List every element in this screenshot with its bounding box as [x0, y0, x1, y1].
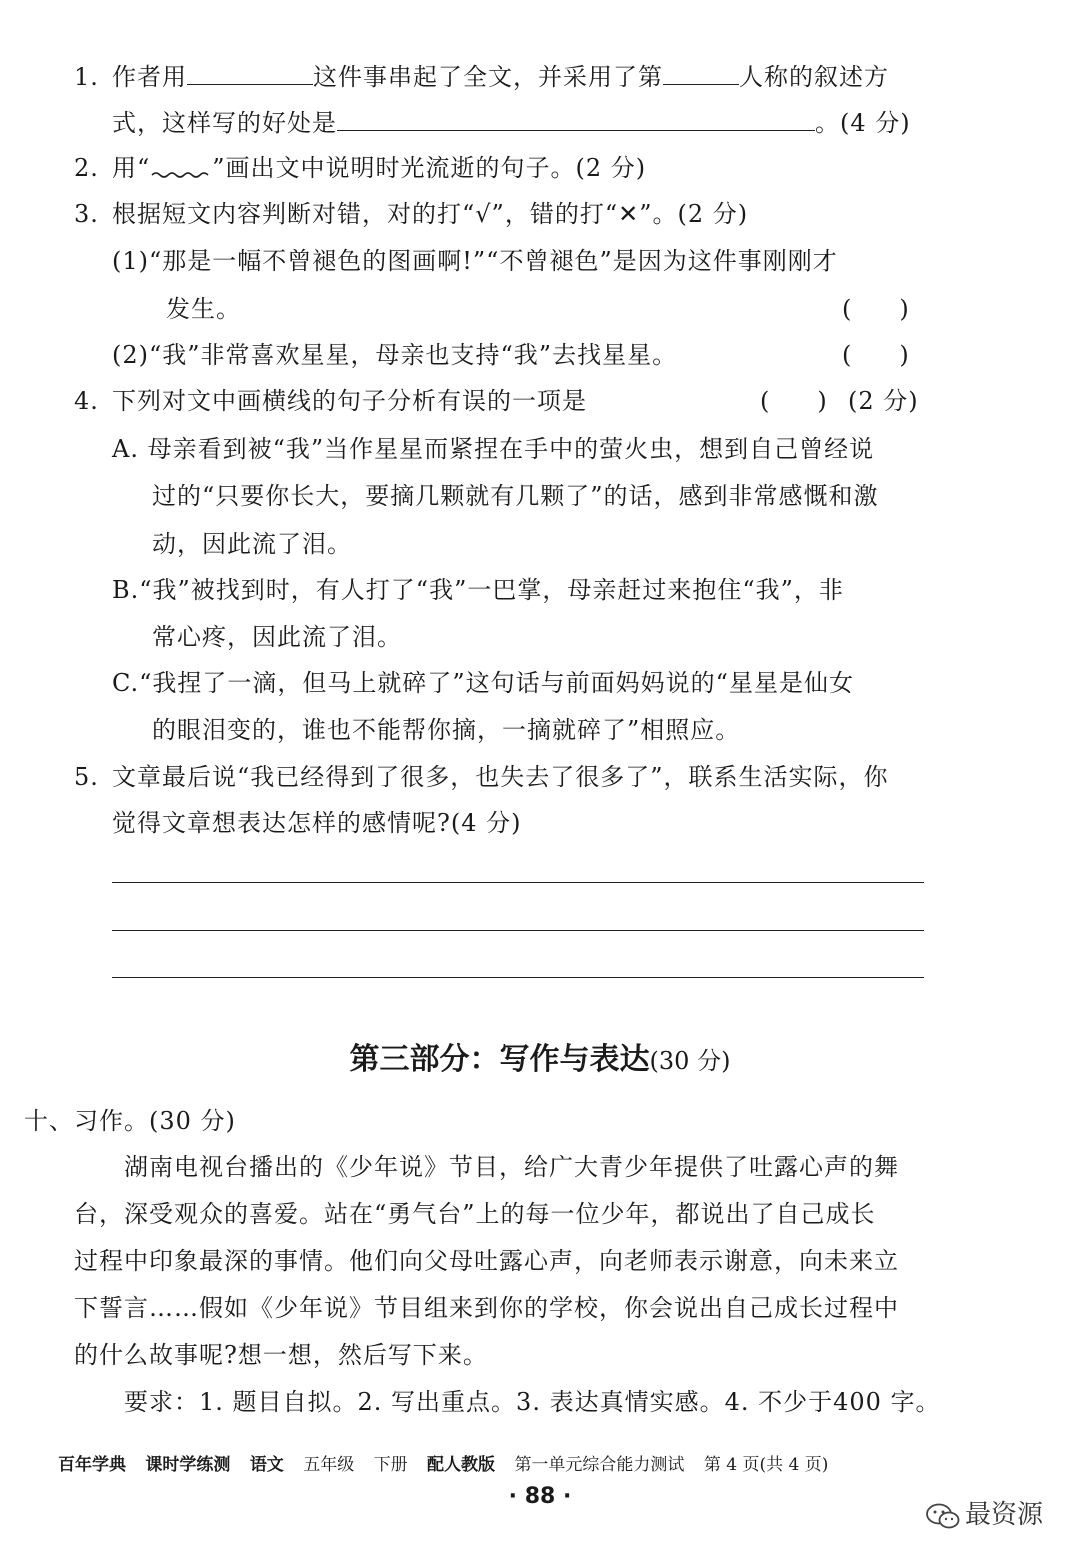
q10-para-line4: 下誓言……假如《少年说》节目组来到你的学校，你会说出自己成长过程中 [74, 1294, 899, 1322]
q3-sub1-answer-box[interactable]: ( ) [842, 295, 909, 323]
q5-line1 [74, 760, 889, 794]
q4-answer-box[interactable]: ( ) [760, 387, 827, 415]
footer-page-info: 第 4 页(共 4 页) [703, 1455, 829, 1475]
q3-sub2-line: (2)“我”非常喜欢星星，母亲也支持“我”去找星星。 [112, 341, 678, 369]
footer-test-name: 第一单元综合能力测试 [514, 1455, 685, 1475]
q3-sub2-answer-box[interactable]: ( ) [842, 341, 909, 369]
q3-sub1-line1: (1)“那是一幅不曾褪色的图画啊!”“不曾褪色”是因为这件事刚刚才 [112, 247, 838, 275]
footer-term: 下册 [373, 1455, 408, 1475]
q2-line [74, 150, 646, 185]
q4-option-c-line1: C.“我捏了一滴，但马上就碎了”这句话与前面妈妈说的“星星是仙女 [112, 669, 854, 697]
q5-number: 5. [74, 763, 99, 791]
q3-stem-text: 根据短文内容判断对错，对的打“√”，错的打“✕”。(2 分) [112, 200, 749, 228]
section-points: (30 分) [649, 1047, 731, 1075]
q5-text-a: 文章最后说“我已经得到了很多，也失去了很多了”，联系生活实际，你 [112, 763, 889, 791]
q2-text-b: ”画出文中说明时光流逝的句子。(2 分) [212, 154, 647, 182]
footer-brand: 百年学典 [58, 1455, 126, 1475]
q1-blank-person[interactable] [663, 58, 739, 85]
q4-option-a-line3: 动，因此流了泪。 [152, 530, 352, 558]
q1-blank-benefit[interactable] [337, 104, 815, 131]
q5-answer-line-1[interactable] [112, 882, 924, 883]
wavy-underline-icon [150, 150, 212, 176]
q3-number: 3. [74, 200, 99, 228]
q1-line2 [112, 104, 911, 140]
q4-option-b-line1: B.“我”被找到时，有人打了“我”一巴掌，母亲赶过来抱住“我”，非 [112, 576, 844, 604]
q10-heading: 十、习作。(30 分) [24, 1107, 236, 1135]
q10-para-line5: 的什么故事呢?想一想，然后写下来。 [74, 1341, 488, 1369]
q10-requirements: 要求：1. 题目自拟。2. 写出重点。3. 表达真情实感。4. 不少于400 字。 [124, 1388, 941, 1416]
q4-option-a-line2: 过的“只要你长大，要摘几颗就有几颗了”的话，感到非常感慨和激 [152, 482, 879, 510]
section-title [0, 1040, 1080, 1081]
q4-option-c-line2: 的眼泪变的，谁也不能帮你摘，一摘就碎了”相照应。 [152, 716, 741, 744]
q1-number: 1. [74, 63, 99, 91]
q3-stem [74, 197, 748, 231]
wechat-icon [925, 1502, 961, 1530]
q1-text-e: 。(4 分) [815, 109, 911, 137]
section-title-text: 第三部分：写作与表达 [349, 1042, 650, 1077]
footer-series: 课时学练测 [145, 1455, 231, 1475]
q4-stem [74, 384, 587, 418]
q1-text-d: 式，这样写的好处是 [112, 109, 337, 137]
q2-number: 2. [74, 154, 99, 182]
q10-para-line3: 过程中印象最深的事情。他们向父母吐露心声，向老师表示谢意，向未来立 [74, 1247, 899, 1275]
q1-blank-event[interactable] [187, 58, 313, 85]
q5-answer-line-3[interactable] [112, 977, 924, 978]
q1-text-b: 这件事串起了全文，并采用了第 [313, 63, 663, 91]
q5-answer-line-2[interactable] [112, 930, 924, 931]
q10-para-line1: 湖南电视台播出的《少年说》节目，给广大青少年提供了吐露心声的舞 [124, 1153, 899, 1181]
q4-number: 4. [74, 387, 99, 415]
q10-para-line2: 台，深受观众的喜爱。站在“勇气台”上的每一位少年，都说出了自己成长 [74, 1200, 876, 1228]
q4-option-b-line2: 常心疼，因此流了泪。 [152, 623, 402, 651]
footer-grade: 五年级 [303, 1455, 355, 1475]
page-footer [58, 1452, 842, 1478]
watermark-text: 最资源 [965, 1500, 1044, 1530]
q4-option-a-line1: A. 母亲看到被“我”当作星星而紧捏在手中的萤火虫，想到自己曾经说 [112, 435, 875, 463]
q2-text-a: 用“ [112, 154, 151, 182]
q4-points: (2 分) [848, 387, 919, 415]
q5-line2: 觉得文章想表达怎样的感情呢?(4 分) [112, 809, 522, 837]
footer-edition: 配人教版 [427, 1455, 496, 1475]
page-number: · 88 · [508, 1484, 572, 1509]
q4-stem-text: 下列对文中画横线的句子分析有误的一项是 [112, 387, 587, 415]
q1-text-a: 作者用 [112, 63, 187, 91]
q3-sub1-line2: 发生。 [166, 295, 241, 323]
q1-line1 [74, 58, 889, 94]
footer-subject: 语文 [249, 1455, 284, 1475]
watermark [925, 1494, 1043, 1531]
q1-text-c: 人称的叙述方 [739, 63, 889, 91]
